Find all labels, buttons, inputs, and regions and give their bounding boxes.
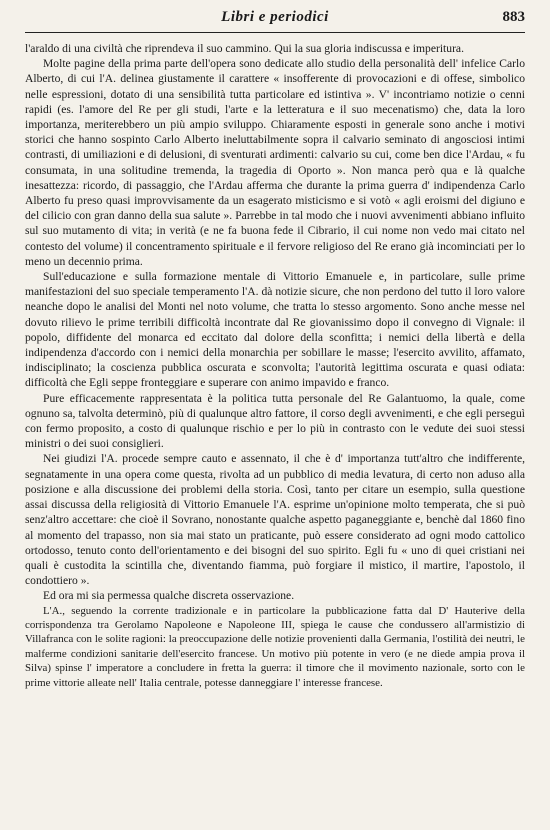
paragraph-6: Ed ora mi sia permessa qualche discreta osservazione.	[43, 589, 295, 603]
running-header	[25, 6, 525, 33]
paragraph-3: Sull'educazione e sulla formazione mentale di Vittorio Emanuele e, in particolare, sulle prime manifestazioni del suo speciale temperamento l'A. dà notizie sicure, che non perdono del tutto il loro valore neanche dopo le analisi del Monti nel noto volume, che tratta lo stesso argomento. Sono anche messe nel dovuto rilievo le prime terribili difficoltà incontrate dal Re giovanissimo dopo il convegno di Vignale: il popolo, diffidente del monarca ed eccitato dal dolore della sconfitta; i nemici della libertà e della indipendenza d'accordo con i nemici della monarchia per sobillare le masse; l'esercito avvilito, affamato, indisciplinato; la coscienza pubblica oscurata e sconvolta; l'autorità legittima oscurata e quasi odiata: difficoltà che Egli seppe fronteggiare e superare con animo impavido e franco.	[25, 270, 525, 390]
paragraph-2: Molte pagine della prima parte dell'opera sono dedicate allo studio della personalità dell' infelice Carlo Alberto, di cui l'A. delinea giustamente il carattere « insofferente di provocazioni e di offese, simbolico nelle espressioni, dotato di una sensibilità tutta particolare ed istintiva ». V' incontriamo notizie o cenni rapidi (es. l'amore del Re per gli studi, l'arte e la letteratura e il suo mecenatismo) che, data la loro importanza, meriterebbero un più ampio sviluppo. Chiaramente esposti in generale sono anche i motivi storici che hanno sospinto Carlo Alberto ineluttabilmente sopra il calvario seminato di angosciosi intimi contrasti, di umiliazioni e di delusioni, di sventurati ardimenti: calvario su cui, come ben dice l'Ardau, « fu consumata, in una solitudine tremenda, la tragedia di Oporto ». Non manca però qua e là qualche inesattezza: ricordo, di passaggio, che l'Ardau afferma che durante la prima guerra d' indipendenza Carlo Alberto fu preso quasi improvvisamente da un esagerato misticismo e si votò « agli eroismi del digiuno e del cilicio con gran danno della sua salute ». Parrebbe in tal modo che i nuovi avvenimenti abbiano influito sul suo mutamento di vita; in verità (e ne fa buona fede il Cibrario, il cui nome non vedo mai citato nel contesto del volume) il concentramento spirituale e il fervore religioso del Re erano già incominciati per lo meno un decennio prima.	[25, 57, 525, 268]
page	[25, 6, 525, 690]
paragraph-1: l'araldo di una civiltà che riprendeva il suo cammino. Qui la sua gloria indiscussa e imperitura.	[25, 42, 464, 55]
paragraph-7: L'A., seguendo la corrente tradizionale e in particolare la pubblicazione fatta dal D' Hauterive della corrispondenza tra Gerolamo Napoleone e Napoleone III, spiega le cause che condussero all'armistizio di Villafranca con le solite ragioni: la preoccupazione delle notizie provenienti dalla Germania, l'ostilità dei neutri, le malferme condizioni sanitarie dell'esercito francese. Un motivo più potente in vero (e ne diede ampia prova il Silva) spinse l' imperatore a concludere in fretta la guerra: il timore che il movimento nazionale, sorto con le prime vittorie alleate nell' Italia centrale, potesse danneggiare l' interesse francese.	[25, 604, 525, 689]
article-body	[25, 41, 525, 690]
paragraph-5: Nei giudizi l'A. procede sempre cauto e assennato, il che è d' importanza tutt'altro che indifferente, segnatamente in una opera come questa, rivolta ad un pubblico di media levatura, di certo non aduso alla posizione e alla discussione dei problemi della storia. Così, tanto per citare un esempio, sulla questione assai discussa della religiosità di Vittorio Emanuele l'A. esprime un'opinione molto temperata, che si può senz'altro accettare: che cioè il Sovrano, nonostante qualche aspetto paganeggiante e, benchè dal 1860 fino al momento del trapasso, non sia mai stato un praticante, può essere considerato ad ogni modo cattolico ortodosso, tenuto conto dell'orientamento e dei bisogni del suo spirito. Egli fu « uno di quei cristiani nei quali è custodita la scintilla che, diventando fiamma, può forgiare il mistico, il martire, l'apostolo, il condottiero ».	[25, 452, 525, 588]
section-title: Libri e periodici	[221, 9, 329, 25]
paragraph-4: Pure efficacemente rappresentata è la politica tutta personale del Re Galantuomo, la quale, come ognuno sa, talvolta determinò, più di qualunque altro fattore, il corso degli avvenimenti, e che egli perseguì con fermo proposito, a costo di qualunque rischio e per lo più in contrasto con le vedute dei suoi stessi ministri o dei suoi consiglieri.	[25, 391, 525, 451]
page-number: 883	[502, 9, 525, 25]
